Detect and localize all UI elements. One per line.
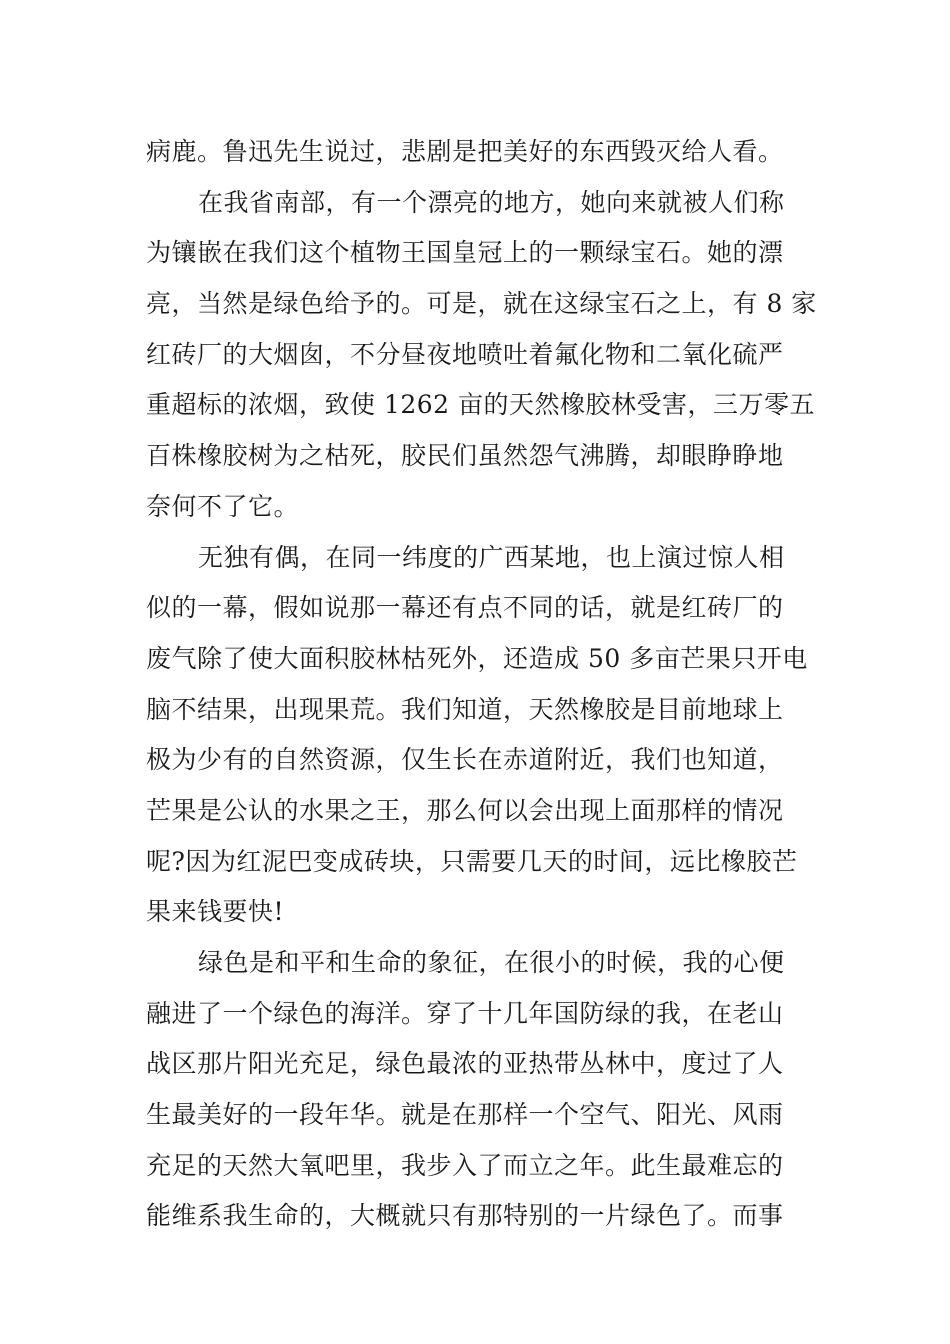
text-line: 脑不结果，出现果荒。我们知道，天然橡胶是目前地球上 <box>146 694 784 724</box>
text-line: 病鹿。鲁迅先生说过，悲剧是把美好的东西毁灭给人看。 <box>146 137 784 166</box>
text-line: 果来钱要快! <box>146 897 285 927</box>
text-line: 绿色是和平和生命的象征，在很小的时候，我的心便 <box>198 948 785 977</box>
text-line: 在我省南部，有一个漂亮的地方，她向来就被人们称 <box>198 187 785 217</box>
text-line: 红砖厂的大烟囱，不分昼夜地喷吐着氟化物和二氧化硫严 <box>146 339 784 369</box>
text-line: 为镶嵌在我们这个植物王国皇冠上的一颗绿宝石。她的漂 <box>146 238 784 268</box>
text-line: 生最美好的一段年华。就是在那样一个空气、阳光、风雨 <box>146 1100 784 1130</box>
body-text <box>146 127 817 1242</box>
text-line: 废气除了使大面积胶林枯死外，还造成 50 多亩芒果只开电 <box>146 643 808 673</box>
text-line: 芒果是公认的水果之王，那么何以会出现上面那样的情况 <box>146 795 784 825</box>
text-line: 百株橡胶树为之枯死，胶民们虽然怨气沸腾，却眼睁睁地 <box>146 441 784 471</box>
text-line: 重超标的浓烟，致使 1262 亩的天然橡胶林受害，三万零五 <box>146 390 816 420</box>
text-line: 极为少有的自然资源，仅生长在赤道附近，我们也知道， <box>146 745 784 775</box>
text-line: 能维系我生命的，大概就只有那特别的一片绿色了。而事 <box>146 1201 784 1231</box>
text-line: 奈何不了它。 <box>146 491 300 521</box>
text-line: 融进了一个绿色的海洋。穿了十几年国防绿的我，在老山 <box>146 998 784 1028</box>
text-line: 无独有偶，在同一纬度的广西某地，也上演过惊人相 <box>198 542 785 572</box>
text-line: 亮，当然是绿色给予的。可是，就在这绿宝石之上，有 8 家 <box>146 289 817 319</box>
text-line: 似的一幕，假如说那一幕还有点不同的话，就是红砖厂的 <box>146 593 784 623</box>
text-line: 战区那片阳光充足，绿色最浓的亚热带丛林中，度过了人 <box>146 1049 784 1079</box>
text-line: 呢?因为红泥巴变成砖块，只需要几天的时间，远比橡胶芒 <box>146 846 798 876</box>
text-line: 充足的天然大氧吧里，我步入了而立之年。此生最难忘的 <box>146 1150 784 1180</box>
